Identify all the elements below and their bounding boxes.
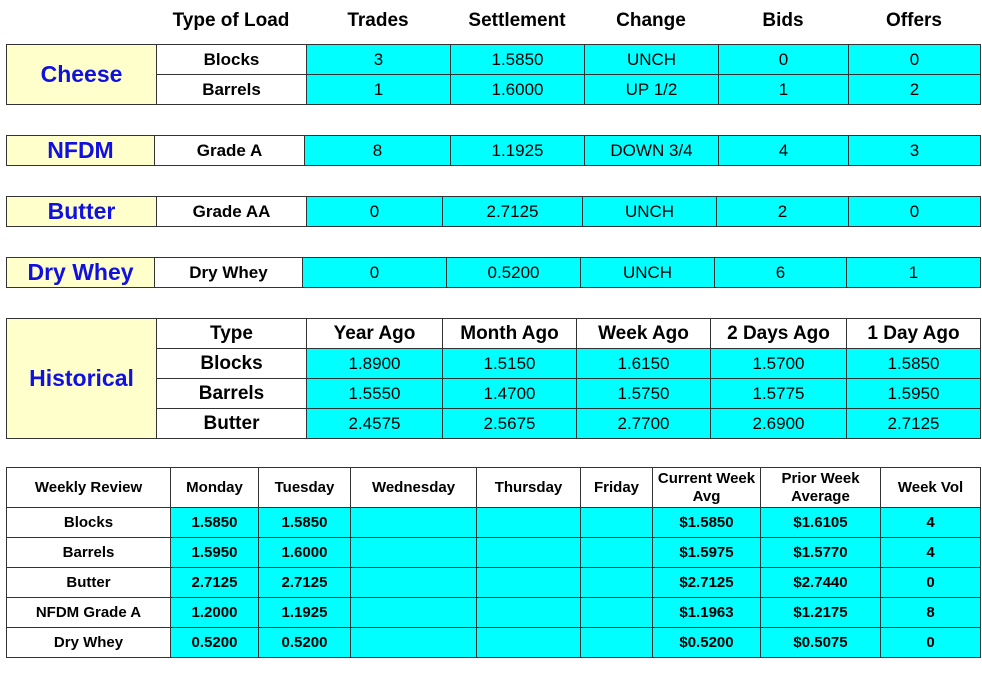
- weekly-cell: $1.2175: [761, 598, 881, 628]
- historical-header: Type: [157, 319, 307, 349]
- weekly-cell: [351, 628, 477, 658]
- weekly-cell: 0.5200: [171, 628, 259, 658]
- weekly-cell: 1.6000: [259, 538, 351, 568]
- weekly-cell: [581, 628, 653, 658]
- weekly-cell: $0.5200: [653, 628, 761, 658]
- historical-cell: 1.5700: [711, 349, 847, 379]
- weekly-cell: [477, 598, 581, 628]
- weekly-header: Thursday: [477, 468, 581, 508]
- historical-cell: 1.5850: [847, 349, 981, 379]
- weekly-header: Prior Week Average: [761, 468, 881, 508]
- weekly-cell: $1.6105: [761, 508, 881, 538]
- weekly-cell: $1.5975: [653, 538, 761, 568]
- butter-trades: 0: [307, 197, 443, 227]
- butter-settlement: 2.7125: [443, 197, 583, 227]
- weekly-header: Friday: [581, 468, 653, 508]
- weekly-header: Current Week Avg: [653, 468, 761, 508]
- table-row: [7, 538, 981, 568]
- dry-whey-bids: 6: [715, 258, 847, 288]
- historical-cell: 1.5750: [577, 379, 711, 409]
- cheese-trades: 1: [307, 75, 451, 105]
- weekly-cell: $0.5075: [761, 628, 881, 658]
- butter-label: Butter: [7, 197, 157, 227]
- historical-cell: 1.4700: [443, 379, 577, 409]
- nfdm-bids: 4: [719, 136, 849, 166]
- weekly-cell: $2.7440: [761, 568, 881, 598]
- butter-table: [6, 196, 981, 227]
- header-settlement: Settlement: [468, 10, 566, 31]
- dry-whey-change: UNCH: [581, 258, 715, 288]
- cheese-offers: 0: [849, 45, 981, 75]
- nfdm-settlement: 1.1925: [451, 136, 585, 166]
- weekly-cell: 0: [881, 568, 981, 598]
- historical-header: Week Ago: [577, 319, 711, 349]
- historical-row-label: Butter: [157, 409, 307, 439]
- historical-row-label: Blocks: [157, 349, 307, 379]
- dry-whey-settlement: 0.5200: [447, 258, 581, 288]
- header-change: Change: [616, 10, 686, 31]
- weekly-cell: 8: [881, 598, 981, 628]
- cheese-change: UNCH: [585, 45, 719, 75]
- weekly-cell: 1.5950: [171, 538, 259, 568]
- weekly-cell: [477, 508, 581, 538]
- historical-cell: 1.5775: [711, 379, 847, 409]
- cheese-type: Barrels: [157, 75, 307, 105]
- historical-cell: 2.6900: [711, 409, 847, 439]
- historical-cell: 2.7125: [847, 409, 981, 439]
- weekly-cell: 1.1925: [259, 598, 351, 628]
- weekly-cell: [477, 568, 581, 598]
- weekly-row-label: Dry Whey: [7, 628, 171, 658]
- historical-header: 2 Days Ago: [711, 319, 847, 349]
- weekly-header: Tuesday: [259, 468, 351, 508]
- weekly-cell: [351, 538, 477, 568]
- weekly-cell: [477, 628, 581, 658]
- nfdm-trades: 8: [305, 136, 451, 166]
- weekly-cell: 1.5850: [171, 508, 259, 538]
- cheese-table: [6, 44, 981, 105]
- header-type-of-load: Type of Load: [172, 10, 290, 31]
- weekly-header: Week Vol: [881, 468, 981, 508]
- historical-label: Historical: [7, 319, 157, 439]
- header-trades: Trades: [347, 10, 409, 31]
- cheese-change: UP 1/2: [585, 75, 719, 105]
- butter-type: Grade AA: [157, 197, 307, 227]
- table-row: [7, 598, 981, 628]
- weekly-cell: [351, 598, 477, 628]
- weekly-cell: $1.5770: [761, 538, 881, 568]
- dry-whey-trades: 0: [303, 258, 447, 288]
- weekly-cell: $1.1963: [653, 598, 761, 628]
- nfdm-offers: 3: [849, 136, 981, 166]
- cheese-type: Blocks: [157, 45, 307, 75]
- historical-table: [6, 318, 981, 439]
- historical-cell: 1.5150: [443, 349, 577, 379]
- historical-cell: 1.5950: [847, 379, 981, 409]
- weekly-cell: 0: [881, 628, 981, 658]
- dry-whey-offers: 1: [847, 258, 981, 288]
- historical-cell: 1.6150: [577, 349, 711, 379]
- weekly-row-label: NFDM Grade A: [7, 598, 171, 628]
- table-row: [7, 628, 981, 658]
- butter-offers: 0: [849, 197, 981, 227]
- dry-whey-label: Dry Whey: [7, 258, 155, 288]
- weekly-cell: 4: [881, 538, 981, 568]
- butter-change: UNCH: [583, 197, 717, 227]
- historical-cell: 1.8900: [307, 349, 443, 379]
- weekly-row-label: Butter: [7, 568, 171, 598]
- historical-cell: 2.5675: [443, 409, 577, 439]
- historical-header: Month Ago: [443, 319, 577, 349]
- weekly-cell: [581, 598, 653, 628]
- cheese-bids: 1: [719, 75, 849, 105]
- nfdm-label: NFDM: [7, 136, 155, 166]
- weekly-row-label: Blocks: [7, 508, 171, 538]
- weekly-cell: [477, 538, 581, 568]
- weekly-cell: [351, 568, 477, 598]
- cheese-trades: 3: [307, 45, 451, 75]
- nfdm-change: DOWN 3/4: [585, 136, 719, 166]
- nfdm-table: [6, 135, 981, 166]
- weekly-cell: 2.7125: [259, 568, 351, 598]
- dry-whey-table: [6, 257, 981, 288]
- historical-header: Year Ago: [307, 319, 443, 349]
- cheese-settlement: 1.6000: [451, 75, 585, 105]
- cheese-offers: 2: [849, 75, 981, 105]
- historical-cell: 1.5550: [307, 379, 443, 409]
- dry-whey-type: Dry Whey: [155, 258, 303, 288]
- weekly-cell: 2.7125: [171, 568, 259, 598]
- weekly-cell: [581, 568, 653, 598]
- weekly-cell: [581, 538, 653, 568]
- table-row: [7, 568, 981, 598]
- weekly-cell: 0.5200: [259, 628, 351, 658]
- historical-row-label: Barrels: [157, 379, 307, 409]
- header-offers: Offers: [886, 10, 942, 31]
- weekly-cell: 1.5850: [259, 508, 351, 538]
- weekly-cell: [351, 508, 477, 538]
- historical-cell: 2.7700: [577, 409, 711, 439]
- table-row: [7, 508, 981, 538]
- weekly-cell: 1.2000: [171, 598, 259, 628]
- weekly-cell: $1.5850: [653, 508, 761, 538]
- weekly-header: Weekly Review: [7, 468, 171, 508]
- historical-cell: 2.4575: [307, 409, 443, 439]
- weekly-review-table: [6, 467, 981, 658]
- weekly-header: Wednesday: [351, 468, 477, 508]
- cheese-bids: 0: [719, 45, 849, 75]
- nfdm-type: Grade A: [155, 136, 305, 166]
- header-bids: Bids: [762, 10, 804, 31]
- weekly-cell: $2.7125: [653, 568, 761, 598]
- cheese-settlement: 1.5850: [451, 45, 585, 75]
- weekly-header: Monday: [171, 468, 259, 508]
- weekly-cell: 4: [881, 508, 981, 538]
- cheese-label: Cheese: [7, 45, 157, 105]
- butter-bids: 2: [717, 197, 849, 227]
- weekly-row-label: Barrels: [7, 538, 171, 568]
- historical-header: 1 Day Ago: [847, 319, 981, 349]
- weekly-cell: [581, 508, 653, 538]
- price-column-headers: [0, 10, 982, 36]
